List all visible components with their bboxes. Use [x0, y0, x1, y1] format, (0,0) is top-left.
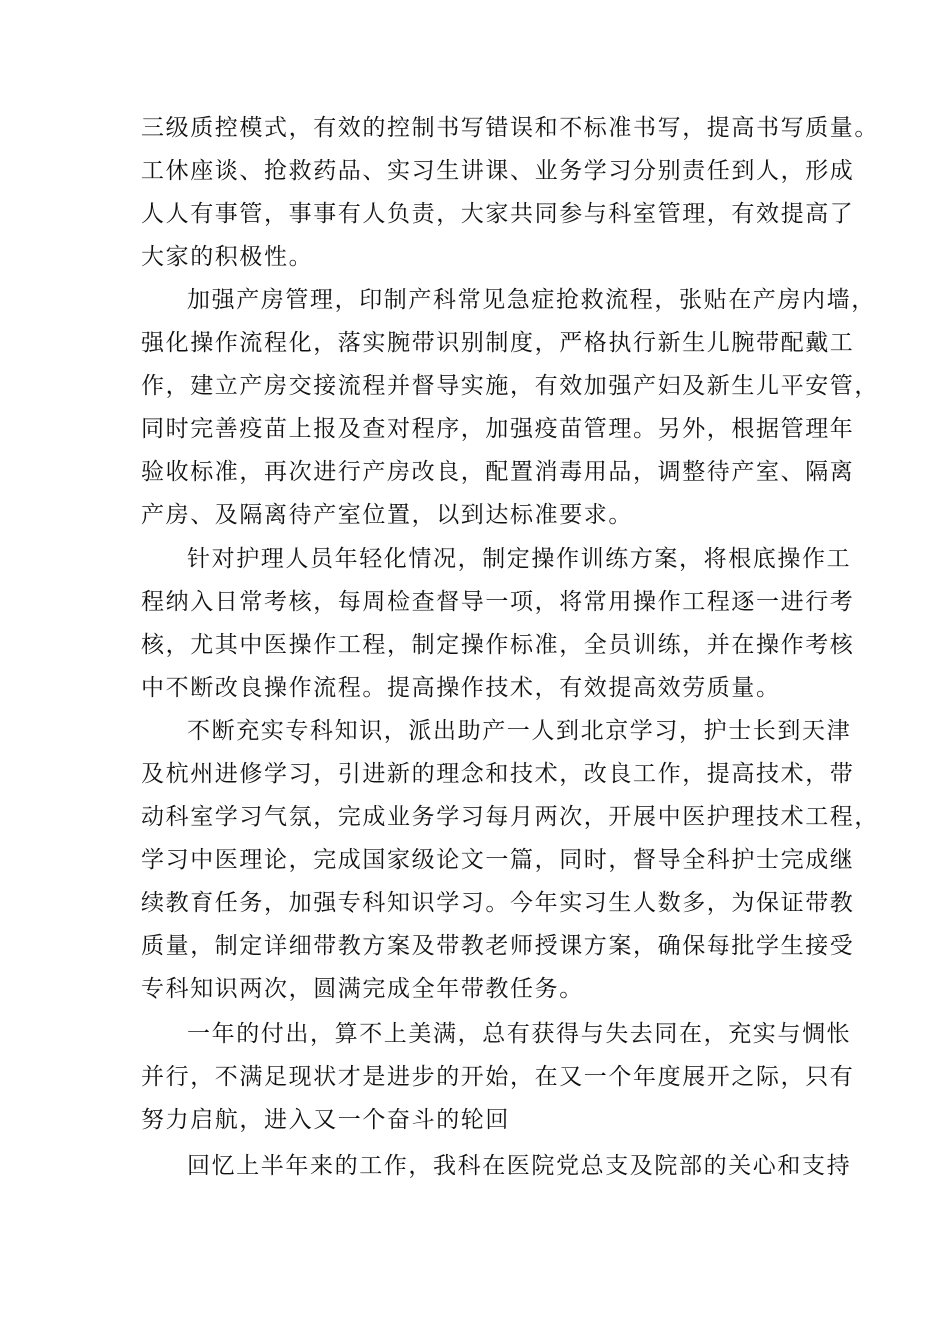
text-line: 及杭州进修学习，引进新的理念和技术，改良工作，提高技术，带: [141, 761, 855, 787]
text-line: 不断充实专科知识，派出助产一人到北京学习，护士长到天津: [187, 718, 852, 744]
text-line: 作，建立产房交接流程并督导实施，有效加强产妇及新生儿平安管，: [141, 373, 879, 399]
text-line: 专科知识两次，圆满完成全年带教任务。: [141, 976, 584, 1002]
text-line: 核，尤其中医操作工程，制定操作标准，全员训练，并在操作考核: [141, 632, 855, 658]
text-line: 验收标准，再次进行产房改良，配置消毒用品，调整待产室、隔离: [141, 459, 855, 485]
text-line: 动科室学习气氛，完成业务学习每月两次，开展中医护理技术工程，: [141, 804, 879, 830]
text-line: 大家的积极性。: [141, 244, 314, 270]
text-line: 中不断改良操作流程。提高操作技术，有效提高效劳质量。: [141, 675, 781, 701]
text-line: 学习中医理论，完成国家级论文一篇，同时，督导全科护士完成继: [141, 847, 855, 873]
text-line: 努力启航，进入又一个奋斗的轮回: [141, 1107, 510, 1133]
text-line: 强化操作流程化，落实腕带识别制度，严格执行新生儿腕带配戴工: [141, 330, 855, 356]
text-line: 回忆上半年来的工作，我科在医院党总支及院部的关心和支持: [187, 1153, 852, 1179]
text-line: 一年的付出，算不上美满，总有获得与失去同在，充实与惆怅: [187, 1021, 852, 1047]
text-line: 人人有事管，事事有人负责，大家共同参与科室管理，有效提高了: [141, 201, 855, 227]
text-line: 并行，不满足现状才是进步的开始，在又一个年度展开之际，只有: [141, 1064, 855, 1090]
text-line: 程纳入日常考核，每周检查督导一项，将常用操作工程逐一进行考: [141, 589, 855, 615]
text-line: 三级质控模式，有效的控制书写错误和不标准书写，提高书写质量。: [141, 115, 879, 141]
text-line: 质量，制定详细带教方案及带教老师授课方案，确保每批学生接受: [141, 933, 855, 959]
text-line: 产房、及隔离待产室位置，以到达标准要求。: [141, 502, 633, 528]
text-line: 针对护理人员年轻化情况，制定操作训练方案，将根底操作工: [187, 546, 852, 572]
text-line: 同时完善疫苗上报及查对程序，加强疫苗管理。另外，根据管理年: [141, 416, 855, 442]
text-line: 续教育任务，加强专科知识学习。今年实习生人数多，为保证带教: [141, 890, 855, 916]
text-line: 工休座谈、抢救药品、实习生讲课、业务学习分别责任到人，形成: [141, 158, 855, 184]
text-line: 加强产房管理，印制产科常见急症抢救流程，张贴在产房内墙，: [187, 287, 876, 313]
